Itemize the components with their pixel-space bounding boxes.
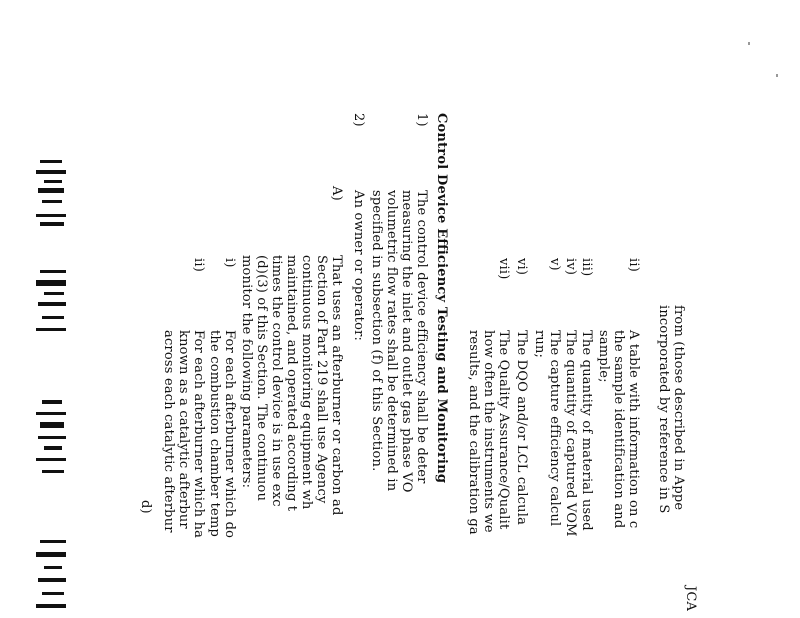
list-line: run; <box>532 330 547 359</box>
paragraph-label: 2) <box>351 113 366 127</box>
section-heading: Control Device Efficiency Testing and Monitoring <box>434 113 449 484</box>
subparagraph-line: maintained, and operated according t <box>284 255 299 512</box>
list-label: iv) <box>563 258 578 276</box>
subparagraph-line: times the control device is in use exc <box>269 255 284 507</box>
list-line: The Quality Assurance/Qualit <box>496 330 511 530</box>
section-label: d) <box>138 500 153 514</box>
list-line: from (those described in Appe <box>671 305 686 511</box>
subparagraph-label: A) <box>329 186 344 201</box>
scan-speck <box>776 74 778 77</box>
paragraph-line: measuring the inlet and outlet gas phase VO <box>399 190 414 493</box>
page-reference: JCA <box>683 586 698 612</box>
list-line: A table with information on c <box>626 330 641 529</box>
item-line: For each afterburner which do <box>222 330 237 539</box>
list-line: The quantity of captured VOM <box>563 330 578 537</box>
list-label: ii) <box>626 258 641 272</box>
item-line: across each catalytic afterbur <box>161 330 176 533</box>
subparagraph-line: That uses an afterburner or carbon ad <box>329 255 344 516</box>
scan-speck <box>748 42 750 45</box>
item-line: known as a catalytic afterbur <box>176 330 191 529</box>
list-label: iii) <box>579 258 594 277</box>
paragraph-label: 1) <box>414 113 429 127</box>
list-line: sample; <box>596 330 611 383</box>
subparagraph-line: continuous monitoring equipment wh <box>299 255 314 510</box>
list-line: the sample identification and <box>611 330 626 529</box>
paragraph-line: volumetric flow rates shall be determined in <box>384 190 399 492</box>
list-label: v) <box>547 258 562 271</box>
list-line: how often the instruments we <box>481 330 496 533</box>
paragraph-line: specified in subsection (f) of this Section. <box>369 190 384 472</box>
item-line: the combustion chamber temp <box>207 330 222 537</box>
list-line: The capture efficiency calcul <box>547 330 562 527</box>
item-line: For each afterburner which ha <box>191 330 206 539</box>
item-label: i) <box>222 258 237 268</box>
list-label: vi) <box>514 258 529 276</box>
paragraph-line: An owner or operator: <box>351 190 366 342</box>
list-label: vii) <box>496 258 511 280</box>
list-line: incorporated by reference in S <box>656 305 671 514</box>
list-line: The DQO and/or LCL calcula <box>514 330 529 526</box>
subparagraph-line: (d)(3) of this Section. The continuou <box>254 255 269 502</box>
list-line: results, and the calibration ga <box>466 330 481 535</box>
item-label: ii) <box>191 258 206 272</box>
subparagraph-line: Section of Part 219 shall use Agency <box>314 255 329 504</box>
subparagraph-line: monitor the following parameters: <box>239 255 254 489</box>
list-line: The quantity of material used <box>579 330 594 531</box>
paragraph-line: The control device efficiency shall be deter <box>414 190 429 484</box>
